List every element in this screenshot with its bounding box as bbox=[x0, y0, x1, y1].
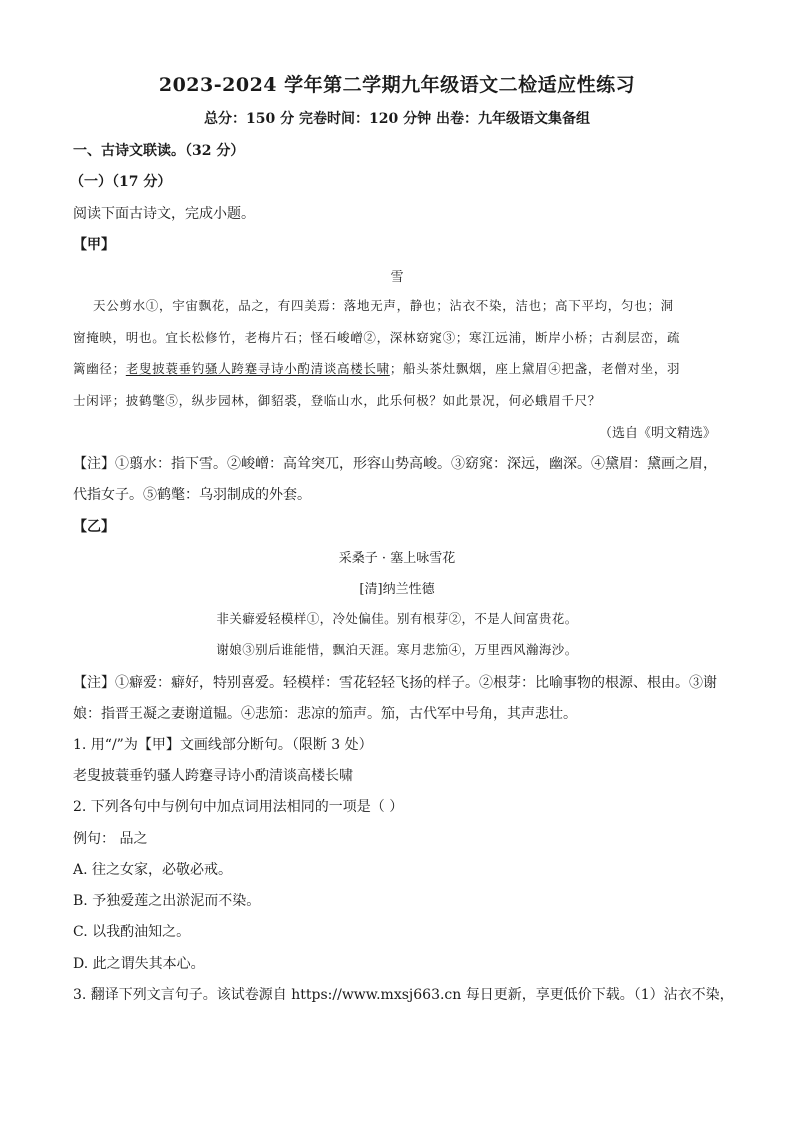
question-3: 3. 翻译下列文言句子。该试卷源自 https://www.mxsj663.cn 每日更新，享更低价下载。（1）沾衣不染， bbox=[73, 987, 734, 1003]
question-2: 2. 下列各句中与例句中加点词用法相同的一项是（ ） bbox=[73, 799, 404, 815]
source-citation: （选自《明文精选》 bbox=[598, 426, 716, 441]
jia-text-line: 窗掩映，明也。宜长松修竹，老梅片石；怪石峻嶒②，深林窈窕③；寒江远浦，断岸小桥；古刹层峦，疏 bbox=[73, 330, 681, 345]
option-d: D. 此之谓失其本心。 bbox=[73, 956, 205, 972]
jia-text-line bbox=[73, 359, 680, 377]
page-title: 2023-2024 学年第二学期九年级语文二检适应性练习 bbox=[158, 74, 636, 96]
yi-title: 采桑子 · 塞上咏雪花 bbox=[338, 551, 456, 566]
poem-line: 非关癖爱轻模样①，冷处偏佳。别有根芽②，不是人间富贵花。 bbox=[216, 611, 578, 626]
question-1-text: 老叟披蓑垂钓骚人跨蹇寻诗小酌清谈高楼长啸 bbox=[73, 768, 353, 784]
jia-text-segment: ；船头茶灶飘烟，座上黛眉④把盏，老僧对坐，羽 bbox=[389, 361, 681, 376]
option-a: A. 往之女家，必敬必戒。 bbox=[73, 862, 233, 878]
option-b: B. 予独爱莲之出淤泥而不染。 bbox=[73, 893, 261, 909]
exam-info: 总分：150 分 完卷时间：120 分钟 出卷：九年级语文集备组 bbox=[204, 111, 590, 127]
jia-text-line: 天公剪水①，宇宙飘花，品之，有四美焉：落地无声，静也；沾衣不染，洁也；高下平均，匀也；洞 bbox=[93, 298, 674, 313]
jia-label: 【甲】 bbox=[73, 237, 115, 253]
section-heading: 一、古诗文联读。（32 分） bbox=[73, 143, 245, 159]
poem-line: 谢娘③别后谁能惜，飘泊天涯。寒月悲笳④，万里西风瀚海沙。 bbox=[216, 642, 578, 657]
yi-note-line: 娘：指晋王凝之妻谢道韫。④悲笳：悲凉的笳声。笳，古代军中号角，其声悲壮。 bbox=[73, 706, 577, 722]
yi-note-line: 【注】①癖爱：癖好，特别喜爱。轻模样：雪花轻轻飞扬的样子。②根芽：比喻事物的根源、根由。③谢 bbox=[73, 675, 717, 691]
option-c: C. 以我酌油知之。 bbox=[73, 924, 191, 940]
yi-label: 【乙】 bbox=[73, 519, 115, 535]
jia-title: 雪 bbox=[390, 270, 404, 285]
question-2-example: 例句： 品之 bbox=[73, 831, 148, 847]
jia-text-line: 士闲评；披鹤氅⑤，纵步园林，御貂裘，登临山水，此乐何极？如此景况，何必蛾眉千尺？ bbox=[73, 393, 602, 408]
part-heading: （一）（17 分） bbox=[70, 174, 172, 190]
instruction-text: 阅读下面古诗文，完成小题。 bbox=[73, 206, 255, 222]
jia-text-segment: 篱幽径； bbox=[73, 361, 126, 376]
jia-note-line: 代指女子。⑤鹤氅：乌羽制成的外套。 bbox=[73, 487, 311, 503]
underlined-passage: 老叟披蓑垂钓骚人跨蹇寻诗小酌清谈高楼长啸 bbox=[125, 361, 390, 376]
jia-note-line: 【注】①翦水：指下雪。②峻嶒：高耸突兀，形容山势高峻。③窈窕：深远，幽深。④黛眉：黛画之眉， bbox=[73, 456, 717, 472]
question-1: 1. 用“/”为【甲】文画线部分断句。（限断 3 处） bbox=[73, 737, 373, 753]
yi-author: [清]纳兰性德 bbox=[359, 582, 435, 597]
